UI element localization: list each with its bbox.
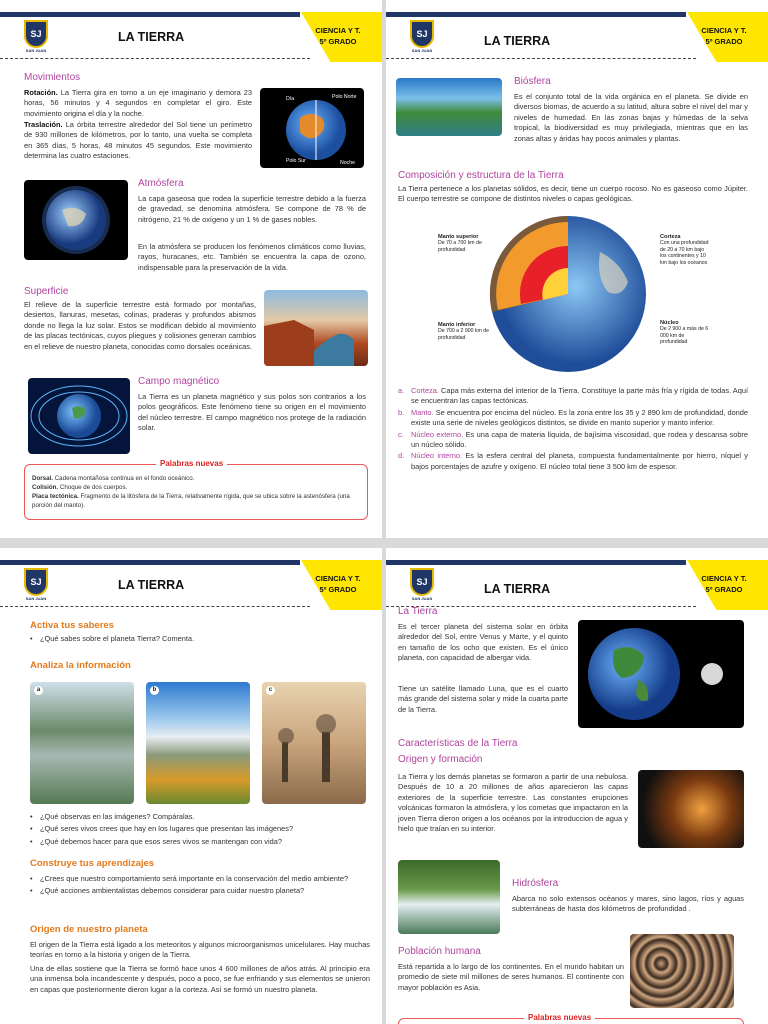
earth-layers-diagram — [482, 212, 652, 376]
section-title-analiza: Analiza la información — [30, 660, 131, 671]
river-image: a — [30, 682, 134, 804]
header-bar — [386, 12, 686, 17]
list-item: c. Núcleo externo. Es una capa de materia líquida, de bajísima viscosidad, que rodea y descansa sobre un núcleo sólido. — [398, 429, 749, 450]
grade-label: CIENCIA Y T. 5º GRADO — [701, 574, 747, 594]
header-bar — [0, 560, 300, 565]
canyon-image — [264, 290, 368, 366]
hydrosphere-image — [398, 860, 500, 934]
list-item: • ¿Crees que nuestro comportamiento será importante en la conservación del medio ambiente? — [30, 874, 368, 884]
planet-formation-image — [638, 770, 744, 848]
page-1: SJ SAN JUAN LA TIERRA CIENCIA Y T. 5º GRADO Movimientos Rotación. La Tierra gira en torno a un eje imaginario y demora 23 horas, 56 minutos y 4 segundos en completar el giro. Este movimiento origina el día y la noche. Traslación. La órbita terrestre alrededor del Sol tiene un perímetro de 930 millones de kilómetros, por lo tanto, una vuelta se completa en 365 días, 5 horas, 48 minutos 45 segundos. Este movimiento determina las cuatro estaciones. Día Polo Norte Polo Sur Noche Atmósfera La capa gaseosa que rodea la superficie terrestre debido a la fuerza de gravedad, se denomina atmósfera. Se compone de 78 % de nitrógeno, 21 % de oxígeno y un 1 % de gases nobles. En la atmósfera se producen los fenómenos climáticos como lluvias, rayos, huracanes, etc. También se encuentra la capa de ozono, indispensable para la preservación de la vida. Superficie El relieve de la superficie terrestre está formado por montañas, desiertos, llanuras, mesetas, colinas, praderas y profundos abismos donde no llega la luz solar. Estos se modifican debido al movimiento de las placas tectónicas, cuyos pliegues y colisiones generan cambios en el relieve de nuestro planeta, conocidas como dorsales oceánicas. Campo magnético La Tierra es un planeta magnético y sus polos son contrarios a los polos geográficos. Este fenómeno tiene su origen en el movimiento del núcleo terrestre. El campo magnético nos protege de la radiación solar. Palabras nuevas Dorsal. Cadena montañosa continua en el fondo oceánico. Colisión. Choque de dos cuerpos. Placa tectónica. Fragmento de la litósfera de la Tierra, relativamente rígida, que se ubica sobre la astenósfera (una porción del manto). — [0, 0, 382, 538]
atmosphere-image — [24, 180, 128, 260]
section-title-activa: Activa tus saberes — [30, 620, 114, 631]
list-item: • ¿Qué debemos hacer para que esos seres vivos se mantengan con vida? — [30, 837, 360, 847]
magnetic-field-image — [28, 378, 130, 454]
new-words-title: Palabras nuevas — [156, 459, 227, 468]
page-header — [386, 12, 768, 62]
section-title-composicion: Composición y estructura de la Tierra — [398, 170, 564, 181]
header-bar — [0, 12, 300, 17]
page-header — [0, 560, 382, 610]
analiza-questions — [30, 812, 360, 849]
section-title-origen-formacion: Origen y formación — [398, 754, 483, 765]
page-title: LA TIERRA — [118, 578, 185, 592]
section-title-atmosfera: Atmósfera — [138, 178, 184, 189]
section-title-movimientos: Movimientos — [24, 72, 81, 83]
school-logo: SJ SAN JUAN — [410, 20, 434, 52]
section-title-la-tierra: La Tierra — [398, 606, 438, 617]
new-words-list: Dorsal. Cadena montañosa continua en el fondo oceánico. Colisión. Choque de dos cuerpos. Placa tectónica. Fragmento de la litósfera de la Tierra, relativamente rígida, que se ubica sobre la astenósfera (una porción del manto). — [32, 475, 350, 509]
section-title-origen: Origen de nuestro planeta — [30, 924, 148, 935]
list-item: • ¿Qué observas en las imágenes? Compáralas. — [30, 812, 360, 822]
school-logo: SJ SAN JUAN — [24, 20, 48, 52]
new-words-title: Palabras nuevas — [524, 1013, 595, 1022]
list-item: d. Núcleo interno. Es la esfera central del planeta, compuesta fundamentalmente por hierro, níquel y bajos porcentajes de azufre y oxígeno. El núcleo total tiene 3 500 km de espesor. — [398, 451, 748, 471]
page-title: LA TIERRA — [118, 30, 185, 44]
section-title-hidrosfera: Hidrósfera — [512, 878, 559, 889]
school-logo: SJ SAN JUAN — [410, 568, 434, 600]
population-image — [630, 934, 734, 1008]
page-title: LA TIERRA — [484, 34, 551, 48]
school-logo: SJ SAN JUAN — [24, 568, 48, 600]
biosphere-image — [396, 78, 502, 136]
section-title-superficie: Superficie — [24, 286, 69, 297]
list-item: • ¿Qué seres vivos crees que hay en los lugares que presentan las imágenes? — [30, 824, 360, 834]
mountain-image: b — [146, 682, 250, 804]
page-2: SJ SAN JUAN LA TIERRA CIENCIA Y T. 5º GRADO Biósfera Es el conjunto total de la vida orgánica en el planeta. Se divide en diversos biomas, de acuerdo a su latitud, altura sobre el nivel del mar y niveles de humedad. En las zonas bajas y húmedas de la selva tropical, la biodiversidad es muy privilegiada, mientras que en las zonas altas y áridas hay pocos animales y plantas. Composición y estructura de la Tierra La Tierra pertenece a los planetas sólidos, es decir, tiene un cuerpo rocoso. No es gaseoso como Júpiter. El cuerpo terrestre se compone de distintos niveles o capas geológicas. Manto superior De 70 a 700 km de profundidad Corteza Con una profundidad de 20 a 70 km bajo los continentes y 10 km bajo los océanos Manto inferior De 700 a 2 900 km de profundidad Núcleo De 2 900 a más de 6 000 km de profundidad a. Corteza. Capa más externa del interior de la Tierra. Constituye la parte más fría y rígida de todas. Aquí se encuentran las capas tectónicas. b. Manto. Se encuentra por encima del núcleo. Es la zona entre los 35 y 2 890 km de profundidad, donde existe una serie de niveles geológicos distintos, se divide en manto superior y manto inferior. c. Núcleo externo. Es una capa de materia líquida, de bajísima viscosidad, que rodea y descansa sobre un núcleo sólido. d. Núcleo interno. Es la esfera central del planeta, compuesta fundamentalmente por hierro, níquel y bajos porcentajes de azufre y oxígeno. El núcleo total tiene 3 500 km de espesor. — [386, 0, 768, 538]
page-3: SJ SAN JUAN LA TIERRA CIENCIA Y T. 5º GRADO Activa tus saberes • ¿Qué sabes sobre el planeta Tierra? Comenta. Analiza la información a b c • ¿Qué observas en las imágenes? Compáralas. • ¿Qué seres vivos crees que hay en los lugares que presentan las imágenes? • ¿Qué debemos hacer para que esos seres vivos se mantengan con vida? Construye tus aprendizajes • ¿Crees que nuestro comportamiento será importante en la conservación del medio ambiente? • ¿Qué acciones ambientalistas debemos considerar para cuidar nuestro planeta? Origen de nuestro planeta El origen de la Tierra está ligado a los meteoritos y algunos microorganismos unicelulares. Hay muchas teorías en torno a la historia y origen de la Tierra. Una de ellas sostiene que la Tierra se formó hace unos 4 600 millones de años atrás. Al principio era una inmensa bola incandescente y después, poco a poco, se fue enfriando y sus elementos se unieron en capas que posteriormente dieron lugar a la corteza. Así se formó un nuestro planeta. — [0, 548, 382, 1024]
pollution-image: c — [262, 682, 366, 804]
list-item: • ¿Qué sabes sobre el planeta Tierra? Comenta. — [30, 634, 360, 644]
label-corteza: Corteza Con una profundidad de 20 a 70 km bajo los continentes y 10 km bajo los océanos — [660, 234, 709, 266]
section-title-construye: Construye tus aprendizajes — [30, 858, 155, 869]
list-item: • ¿Qué acciones ambientalistas debemos considerar para cuidar nuestro planeta? — [30, 886, 368, 896]
construye-questions — [30, 874, 368, 899]
rotacion-text: Rotación. La Tierra gira en torno a un eje imaginario y demora 23 horas, 56 minutos y 4 segundos en completar el giro. Este movimiento origina el día y la noche. — [24, 88, 252, 118]
page-title: LA TIERRA — [484, 582, 551, 596]
grade-label: CIENCIA Y T. 5º GRADO — [315, 26, 361, 46]
list-item: a. Corteza. Capa más externa del interior de la Tierra. Constituye la parte más fría y rígida de todas. Aquí se encuentran las capas tectónicas. — [398, 386, 748, 406]
label-manto-inferior: Manto inferior De 700 a 2 900 km de profundidad — [438, 322, 490, 341]
traslacion-text: Traslación. La órbita terrestre alrededor del Sol tiene un perímetro de 930 millones de kilómetros, por lo tanto, una vuelta se completa en 365 días, 5 horas, 48 minutos 45 segundos. Este movimiento determina las cuatro estaciones. — [24, 120, 252, 161]
label-manto-superior: Manto superior De 70 a 700 km de profundidad — [438, 234, 482, 253]
section-title-biosfera: Biósfera — [514, 76, 551, 87]
page-header — [0, 12, 382, 62]
section-title-poblacion: Población humana — [398, 946, 481, 957]
section-title-caracteristicas: Características de la Tierra — [398, 738, 518, 749]
page-4: SJ SAN JUAN LA TIERRA CIENCIA Y T. 5º GRADO La Tierra Es el tercer planeta del sistema solar en órbita alrededor del Sol, entre Venus y Marte, y el quinto en tamaño de los ocho que existen. Es el único planeta, con capacidad de albergar vida. Tiene un satélite llamado Luna, que es el cuarto más grande del sistema solar y mide la cuarta parte de la Tierra. Características de la Tierra Origen y formación La Tierra y los demás planetas se formaron a partir de una nebulosa. Después de 10 a 20 millones de años aparecieron las capas exteriores de la superficie terrestre. Las constantes erupciones volcánicas formaron la atmósfera, y los cometas que impactaron en la joven Tierra dieron origen a los océanos por la introduccion de agua y hielo que traían en su interior. Hidrósfera Abarca no solo extensos océanos y mares, sino lagos, ríos y aguas subterráneas de hasta dos kilómetros de profundidad . Población humana Está repartida a lo largo de los continentes. En el mundo habitan un promedio de siete mil millones de seres humanos. El continente con mayor población es Asia. Palabras nuevas — [386, 548, 768, 1024]
grade-label: CIENCIA Y T. 5º GRADO — [701, 26, 747, 46]
earth-moon-image — [578, 620, 744, 728]
label-nucleo: Núcleo De 2 900 a más de 6 000 km de profundidad — [660, 320, 709, 346]
grade-label: CIENCIA Y T. 5º GRADO — [315, 574, 361, 594]
header-bar — [386, 560, 686, 565]
section-title-campo-magnetico: Campo magnético — [138, 376, 220, 387]
list-item: b. Manto. Se encuentra por encima del núcleo. Es la zona entre los 35 y 2 890 km de profundidad, donde existe una serie de niveles geológicos distintos, se divide en manto superior y manto inferior. — [398, 407, 749, 428]
layers-list — [398, 386, 748, 473]
page-header — [386, 560, 768, 610]
earth-rotation-image: Día Polo Norte Polo Sur Noche — [260, 88, 364, 168]
